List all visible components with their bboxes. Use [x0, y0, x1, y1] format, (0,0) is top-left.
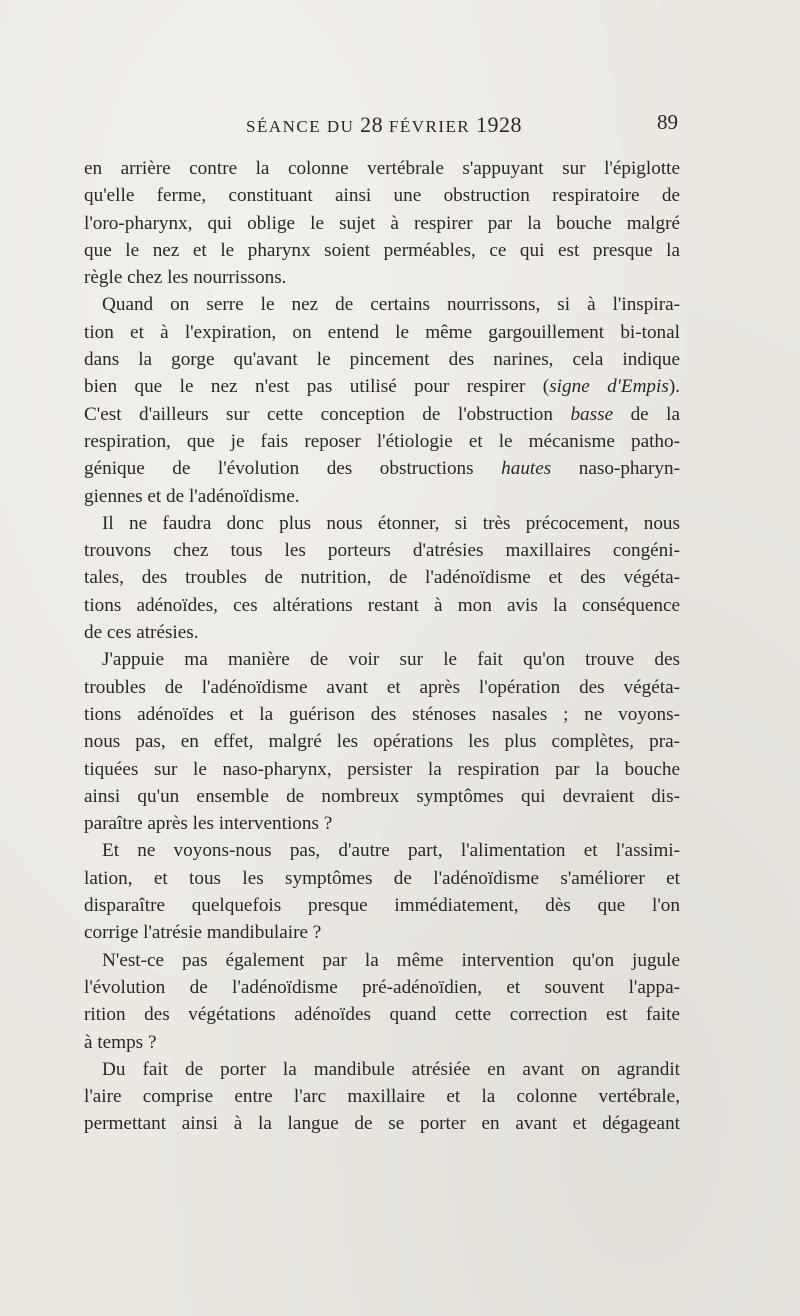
italic-term: basse: [570, 403, 614, 425]
text-line: [84, 455, 680, 482]
text-line: que le nez et le pharynx soient perméables, ce qui est presque la: [84, 239, 680, 261]
text-line: tion et à l'expiration, on entend le même gargouillement bi-tonal: [84, 321, 680, 343]
text-segment: génique de l'évolution des obstructions: [84, 458, 502, 480]
text-line: paraître après les interventions ?: [84, 813, 333, 835]
text-line: Quand on serre le nez de certains nourrissons, si à l'inspira-: [102, 294, 680, 316]
running-head: [246, 112, 522, 138]
text-line: l'oro-pharynx, qui oblige le sujet à respirer par la bouche malgré: [84, 212, 680, 234]
text-line: lation, et tous les symptômes de l'adénoïdisme s'améliorer et: [84, 867, 680, 889]
text-line: l'évolution de l'adénoïdisme pré-adénoïdien, et souvent l'appa-: [84, 976, 680, 998]
italic-term: hautes: [501, 458, 552, 480]
running-head-day: 28: [360, 112, 384, 137]
text-line: N'est-ce pas également par la même intervention qu'on jugule: [102, 949, 680, 971]
text-line: J'appuie ma manière de voir sur le fait qu'on trouve des: [102, 649, 680, 671]
running-head-year: 1928: [476, 112, 523, 137]
running-head-prefix: SÉANCE DU: [246, 117, 361, 136]
text-line: tiquées sur le naso-pharynx, persister la respiration par la bouche: [84, 758, 680, 780]
page-header: [80, 112, 680, 142]
paragraph: [84, 155, 680, 291]
text-line: l'aire comprise entre l'arc maxillaire et la colonne vertébrale,: [84, 1086, 680, 1108]
paragraph: [84, 1056, 680, 1138]
text-line: dans la gorge qu'avant le pincement des narines, cela indique: [84, 349, 680, 371]
paragraph: [84, 837, 680, 946]
text-line: qu'elle ferme, constituant ainsi une obstruction respiratoire de: [84, 185, 680, 207]
text-segment: ).: [668, 376, 681, 398]
paragraph: [84, 646, 680, 837]
running-head-month: FÉVRIER: [383, 117, 477, 136]
text-line: rition des végétations adénoïdes quand cette correction est faite: [84, 1004, 680, 1026]
text-line: troubles de l'adénoïdisme avant et après l'opération des végéta-: [84, 676, 680, 698]
text-line: à temps ?: [84, 1031, 157, 1053]
text-segment: de la: [613, 403, 680, 425]
text-line: Et ne voyons-nous pas, d'autre part, l'alimentation et l'assimi-: [102, 840, 680, 862]
text-line: Du fait de porter la mandibule atrésiée en avant on agrandit: [102, 1058, 680, 1080]
italic-term: signe d'Empis: [549, 376, 669, 398]
paragraph: [84, 947, 680, 1056]
text-line: corrige l'atrésie mandibulaire ?: [84, 922, 322, 944]
text-line: de ces atrésies.: [84, 622, 199, 644]
text-line: ainsi qu'un ensemble de nombreux symptômes qui devraient dis-: [84, 785, 680, 807]
text-line: trouvons chez tous les porteurs d'atrésies maxillaires congéni-: [84, 540, 680, 562]
text-line: respiration, que je fais reposer l'étiologie et le mécanisme patho-: [84, 430, 680, 452]
text-segment: C'est d'ailleurs sur cette conception de l'obstruction: [84, 403, 571, 425]
text-line: tions adénoïdes, ces altérations restant à mon avis la conséquence: [84, 594, 680, 616]
text-line: [84, 401, 680, 428]
text-line: disparaître quelquefois presque immédiatement, dès que l'on: [84, 895, 680, 917]
text-line: permettant ainsi à la langue de se porter en avant et dégageant: [84, 1113, 680, 1135]
text-line: règle chez les nourrissons.: [84, 267, 287, 289]
text-line: en arrière contre la colonne vertébrale s'appuyant sur l'épiglotte: [84, 158, 680, 179]
text-line: nous pas, en effet, malgré les opérations les plus complètes, pra-: [84, 731, 680, 753]
paragraph: [84, 291, 680, 509]
text-line: tales, des troubles de nutrition, de l'adénoïdisme et des végéta-: [84, 567, 680, 589]
page-number: 89: [657, 110, 678, 134]
paragraph: [84, 510, 680, 646]
text-line: tions adénoïdes et la guérison des sténoses nasales ; ne voyons-: [84, 703, 680, 725]
text-segment: bien que le nez n'est pas utilisé pour respirer (: [84, 376, 550, 398]
text-line: [84, 373, 680, 400]
text-segment: naso-pharyn-: [551, 458, 680, 480]
text-line: Il ne faudra donc plus nous étonner, si très précocement, nous: [102, 512, 680, 534]
text-line: giennes et de l'adénoïdisme.: [84, 485, 300, 507]
body-text: [84, 155, 680, 1138]
